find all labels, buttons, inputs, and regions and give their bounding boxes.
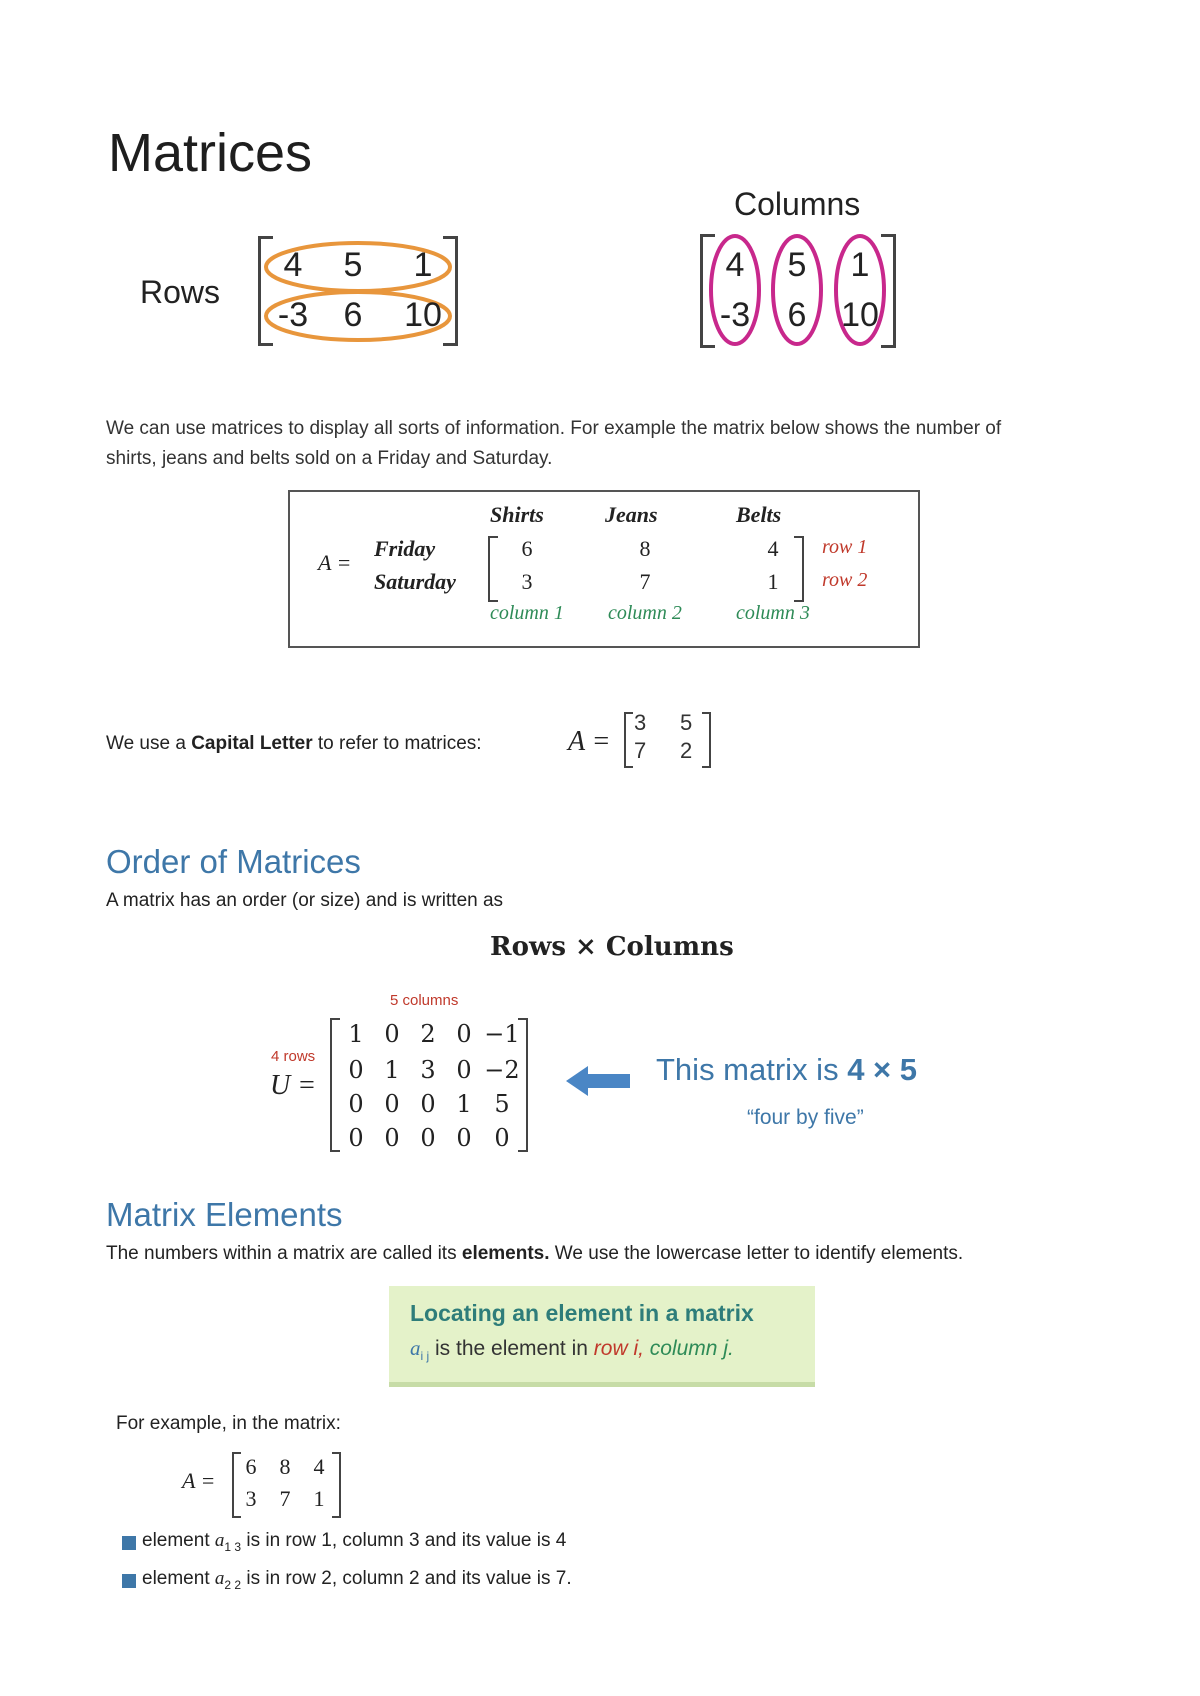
- matrix-cell: 3: [420, 1056, 436, 1084]
- col-header: Belts: [736, 502, 782, 527]
- matrix-cell: 0: [420, 1090, 436, 1118]
- intro-line-1: We can use matrices to display all sorts of information. For example the matrix below shows the number of: [106, 418, 1002, 439]
- example-intro: For example, in the matrix:: [116, 1413, 341, 1434]
- matrix-cell: 0: [384, 1124, 400, 1152]
- matrix-cell: 5: [787, 246, 807, 284]
- matrix-cell: 0: [494, 1124, 510, 1152]
- matrix-name: U =: [270, 1070, 317, 1101]
- matrix-cell: 3: [245, 1486, 257, 1511]
- matrix-cell: 0: [420, 1124, 436, 1152]
- order-quote: “four by five”: [747, 1106, 864, 1129]
- matrix-cell: 10: [404, 296, 442, 334]
- capital-matrix: [568, 712, 718, 772]
- bullet-item: element $a_{2 2}$ is in row 2, column 2 and its value is 7.: [122, 1568, 572, 1592]
- table-cell: 7: [639, 569, 651, 594]
- table-cell: 4: [767, 536, 779, 561]
- col-header: Shirts: [490, 502, 544, 527]
- rows-label: Rows: [140, 274, 221, 310]
- columns-matrix: [700, 234, 896, 350]
- matrix-cell: 4: [313, 1454, 325, 1479]
- matrix-cell: 0: [348, 1124, 364, 1152]
- matrix-cell: 1: [384, 1056, 400, 1084]
- capital-letter-text: We use a Capital Letter to refer to matrices:: [106, 733, 482, 754]
- order-text: A matrix has an order (or size) and is written as: [106, 890, 504, 911]
- matrix-cell: 5: [680, 710, 693, 735]
- matrix-cell: 7: [634, 738, 647, 763]
- rows-count-label: 4 rows: [271, 1048, 316, 1065]
- matrix-cell: 5: [494, 1090, 510, 1118]
- rows-matrix: [258, 236, 458, 346]
- matrix-cell: −1: [484, 1020, 520, 1048]
- bullet-square-icon: [122, 1536, 136, 1550]
- order-statement: This matrix is 4 × 5: [656, 1052, 917, 1087]
- matrix-cell: 1: [348, 1020, 364, 1048]
- matrix-cell: -3: [277, 296, 309, 334]
- matrix-cell: 0: [348, 1056, 364, 1084]
- matrix-cell: 0: [456, 1124, 472, 1152]
- matrix-cell: 0: [456, 1056, 472, 1084]
- order-heading: Order of Matrices: [106, 843, 361, 880]
- u-matrix: [266, 990, 536, 1160]
- bullet-item: element $a_{1 3}$ is in row 1, column 3 and its value is 4: [122, 1530, 566, 1554]
- matrix-cell: 1: [313, 1486, 325, 1511]
- matrix-cell: 4: [725, 246, 745, 284]
- callout-body: $a_{i j}$ is the element in row i, column j.: [410, 1336, 734, 1364]
- table-cell: 6: [521, 536, 533, 561]
- columns-label: Columns: [734, 186, 861, 222]
- row-tag: row 2: [822, 569, 868, 591]
- matrix-name: A =: [318, 550, 352, 575]
- matrix-cell: 4: [283, 246, 303, 284]
- bullet-square-icon: [122, 1574, 136, 1588]
- matrix-cell: 1: [456, 1090, 472, 1118]
- matrix-cell: 1: [413, 246, 433, 284]
- matrix-name: A =: [568, 726, 611, 757]
- callout-title: Locating an element in a matrix: [410, 1300, 754, 1326]
- order-formula: Rows × Columns: [490, 932, 734, 962]
- locating-element-callout: [389, 1286, 815, 1387]
- row-header: Friday: [374, 536, 436, 561]
- table-cell: 8: [639, 536, 651, 561]
- row-tag: row 1: [822, 536, 868, 558]
- elements-heading: Matrix Elements: [106, 1196, 343, 1233]
- matrix-cell: 3: [634, 710, 647, 735]
- example-matrix: [182, 1452, 362, 1522]
- matrix-cell: −2: [484, 1056, 520, 1084]
- sales-table: [288, 490, 920, 648]
- matrix-cell: 6: [343, 296, 363, 334]
- intro-line-2: shirts, jeans and belts sold on a Friday and Saturday.: [106, 448, 553, 469]
- col-header: Jeans: [605, 502, 658, 527]
- left-arrow-icon: [566, 1064, 632, 1098]
- matrix-cell: 2: [680, 738, 693, 763]
- matrix-cell: 2: [420, 1020, 436, 1048]
- matrix-cell: 1: [850, 246, 870, 284]
- matrix-cell: 0: [384, 1090, 400, 1118]
- col-tag: column 3: [736, 602, 810, 624]
- intro-paragraph: [106, 414, 1106, 474]
- matrix-cell: 0: [384, 1020, 400, 1048]
- col-tag: column 1: [490, 602, 564, 624]
- page-title: Matrices: [108, 123, 313, 183]
- matrix-cell: 6: [245, 1454, 257, 1479]
- elements-text: The numbers within a matrix are called its elements. We use the lowercase letter to identify elements.: [106, 1243, 964, 1264]
- matrix-cell: 6: [787, 296, 807, 334]
- matrix-cell: 5: [343, 246, 363, 284]
- matrix-cell: 7: [279, 1486, 291, 1511]
- matrix-cell: 0: [456, 1020, 472, 1048]
- col-tag: column 2: [608, 602, 682, 624]
- matrix-cell: 0: [348, 1090, 364, 1118]
- matrix-name: A =: [182, 1468, 216, 1493]
- matrix-cell: -3: [719, 296, 751, 334]
- matrix-cell: 8: [279, 1454, 291, 1479]
- table-cell: 1: [767, 569, 779, 594]
- columns-count-label: 5 columns: [390, 992, 459, 1009]
- table-cell: 3: [521, 569, 533, 594]
- matrix-cell: 10: [841, 296, 879, 334]
- row-header: Saturday: [374, 569, 456, 594]
